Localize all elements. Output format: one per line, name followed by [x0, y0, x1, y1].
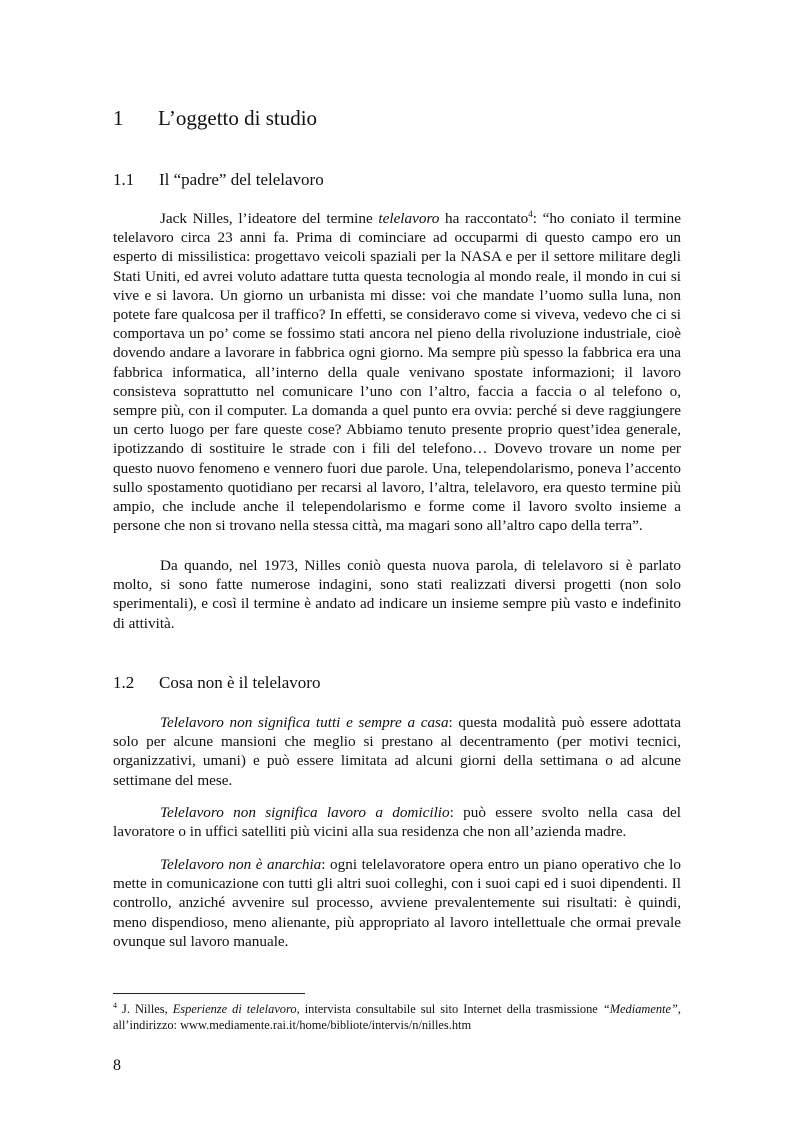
footnote-show: “Mediamente”: [602, 1002, 678, 1016]
text-run: , intervista consultabile sul sito Internet della trasmissione: [296, 1002, 603, 1016]
section-number: 1.1: [113, 170, 135, 189]
italic-lead: Telelavoro non significa tutti e sempre a casa: [160, 714, 449, 731]
section-heading-1-2: [113, 673, 320, 693]
text-run: Jack Nilles, l’ideatore del termine: [160, 210, 379, 227]
text-run: , all’indirizzo: www.mediamente.rai.it/home/bibliote/intervis/n/nilles.htm: [113, 1002, 681, 1032]
paragraph-nilles-quote: [113, 209, 681, 535]
section-title: Il “padre” del telelavoro: [159, 170, 324, 189]
page-number: 8: [113, 1057, 121, 1074]
text-run: : questa modalità può essere adottata solo per alcune mansioni che meglio si prestano al decentramento (per motivi tecnici, organizzativi, umani) e può essere limitata ad alcuni giorni della settimana o ad alcune settimane del mese.: [113, 714, 681, 789]
text-run: : può essere svolto nella casa del lavoratore o in uffici satelliti più vicini alla sua residenza che non all’azienda madre.: [113, 804, 682, 841]
text-run: : ogni telelavoratore opera entro un piano operativo che lo mette in comunicazione con tutti gli altri suoi colleghi, con i suoi capi ed i suoi dipendenti. Il controllo, anziché avvenire sul processo, avviene prevalentemente sui risultati: è quindi, meno dispendioso, meno alienante, più appropriato al lavoro intellettuale che ormai prevale ovunque sul lavoro manuale.: [113, 856, 681, 950]
paragraph-not-home-work: [113, 803, 681, 841]
italic-lead: Telelavoro non significa lavoro a domicilio: [160, 804, 450, 821]
chapter-heading: [113, 106, 317, 131]
footnote-marker: 4: [113, 1001, 117, 1010]
footnote: [113, 1001, 681, 1033]
section-heading-1-1: [113, 170, 324, 190]
text-run: J. Nilles,: [117, 1002, 173, 1016]
footnote-reference: 4: [528, 209, 533, 219]
section-title: Cosa non è il telelavoro: [159, 673, 321, 692]
paragraph-not-anarchy: [113, 855, 681, 951]
footnote-title: Esperienze di telelavoro: [172, 1002, 297, 1016]
chapter-title: L’oggetto di studio: [158, 106, 318, 130]
italic-lead: Telelavoro non è anarchia: [160, 856, 322, 873]
text-run: : “ho coniato il termine telelavoro circa 23 anni fa. Prima di cominciare ad occuparmi di questo campo ero un esperto di missilistica: progettavo veicoli spaziali per la NASA e per il settore militare degli Stati Uniti, ed avrei voluto adattare tutta questa tecnologia al mondo reale, il mondo in cui si vive e si lavora. Un giorno un urbanista mi disse: voi che mandate l’uomo sulla luna, non potete fare qualcosa per il traffico? In effetti, se consideravo come si viveva, vedevo che ci si comportava un po’ come se fossimo stati ancora nel pieno della rivoluzione industriale, cioè dovendo andare a lavorare in fabbrica ogni giorno. Ma sempre più spesso la fabbrica era una fabbrica informatica, all’interno della quale venivano spostate informazioni; il lavoro consisteva soprattutto nel comunicare l’uno con l’altro, faccia a faccia o al telefono o, sempre più, con il computer. La domanda a quel punto era ovvia: perché si deve raggiungere un certo luogo per fare queste cose? Abbiamo tenuto presente proprio quest’idea generale, ipotizzando di sostituire le strade con i fili del telefono… Dovevo trovare un nome per questo nuovo fenomeno e vennero fuori due parole. Una, telependolarismo, poneva l’accento sullo spostamento quotidiano per recarsi al lavoro, l’altra, telelavoro, era questo termine più ampio, che include anche il telependolarismo e forme come il lavoro svolto insieme a persone che non si trovano nella stessa città, ma magari sono all’altro capo della terra”.: [113, 210, 681, 535]
paragraph-history: Da quando, nel 1973, Nilles coniò questa nuova parola, di telelavoro si è parlato molto, si sono fatte numerose indagini, sono stati realizzati diversi progetti (non solo sperimentali), e così il termine è andato ad indicare un insieme sempre più vasto e indefinito di attività.: [113, 557, 681, 632]
footnote-separator: [113, 993, 305, 994]
chapter-number: 1: [113, 106, 124, 130]
paragraph-not-always-home: [113, 713, 681, 790]
section-number: 1.2: [113, 673, 135, 692]
text-run: ha raccontato: [439, 210, 529, 227]
italic-term: telelavoro: [378, 210, 440, 227]
